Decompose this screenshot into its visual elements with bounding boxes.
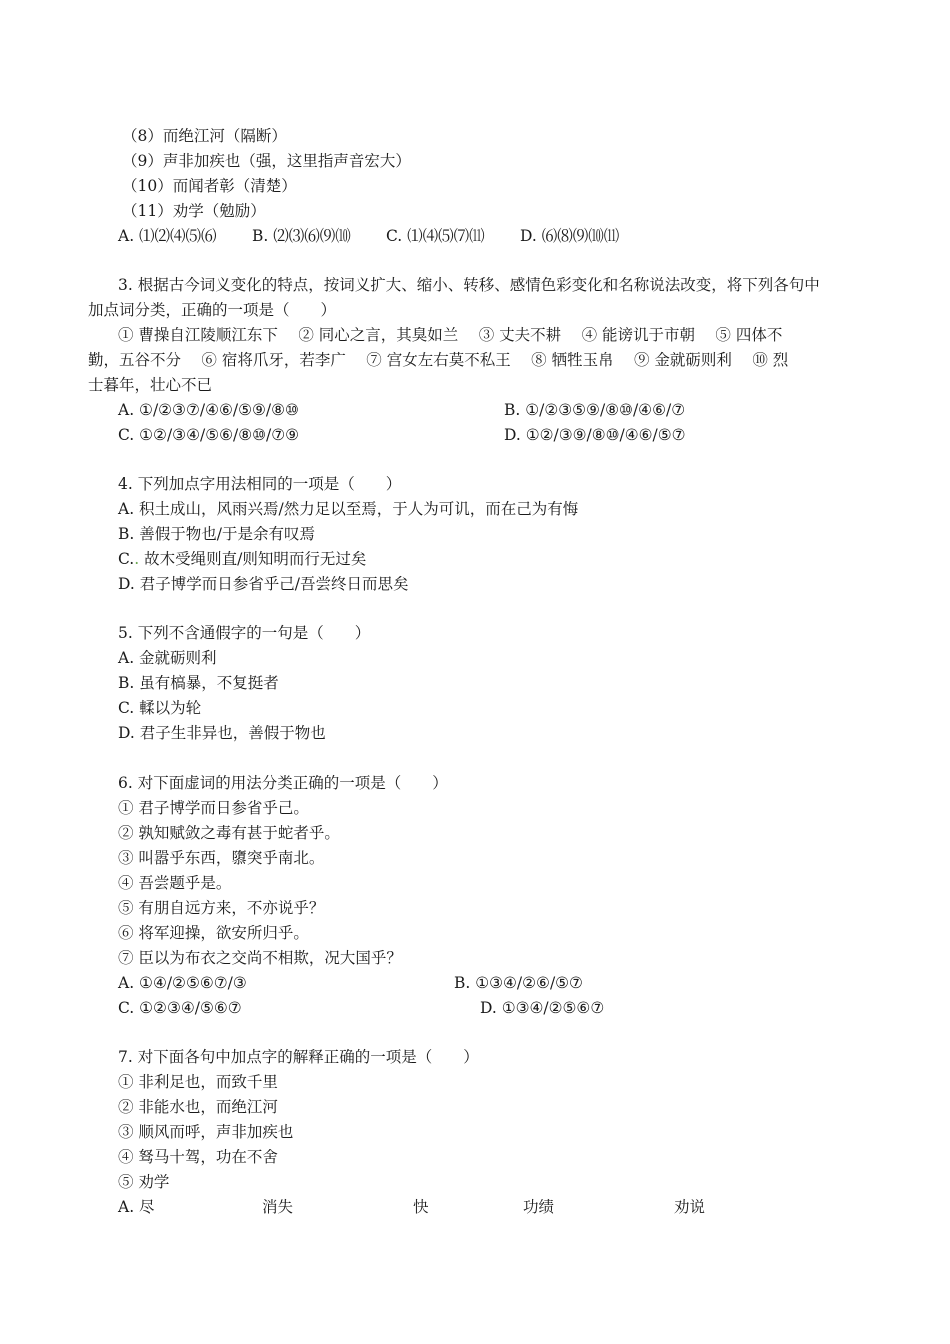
q3-items-line2: 勤，五谷不分 ⑥ 宿将爪牙，若李广 ⑦ 宫女左右莫不私王 ⑧ 牺牲玉帛 ⑨ 金就砺则利 ⑩ 烈 (88, 351, 789, 369)
q6-option-c: C. ①②③④/⑤⑥⑦ (118, 999, 242, 1017)
q4-option-c-text: 故木受绳则直/则知明而行无过矣 (139, 550, 367, 568)
q7-item-1: ① 非利足也，而致千里 (118, 1073, 278, 1091)
q7-option-a-item-2: 消失 (262, 1198, 294, 1216)
q4-option-c (118, 548, 366, 570)
q6-stem: 6. 对下面虚词的用法分类正确的一项是（ ） (118, 774, 448, 792)
q7-option-a-item-3: 快 (413, 1198, 429, 1216)
q4-option-d: D. 君子博学而日参省乎己/吾尝终日而思矣 (118, 575, 409, 593)
q6-item-5: ⑤ 有朋自远方来，不亦说乎？ (118, 899, 325, 917)
q7-stem: 7. 对下面各句中加点字的解释正确的一项是（ ） (118, 1048, 479, 1066)
q3-items-line3: 士暮年，壮心不已 (88, 376, 213, 394)
q5-stem: 5. 下列不含通假字的一句是（ ） (118, 624, 371, 642)
q6-option-b: B. ①③④/②⑥/⑤⑦ (454, 974, 583, 992)
q2-option-a: A. ⑴⑵⑷⑸⑹ (118, 227, 217, 245)
q6-item-6: ⑥ 将军迎操，欲安所归乎。 (118, 924, 309, 942)
q7-item-3: ③ 顺风而呼，声非加疾也 (118, 1123, 294, 1141)
q3-stem-cont: 加点词分类，正确的一项是（ ） (88, 301, 337, 319)
q7-option-a-label: A. 尽 (118, 1198, 155, 1216)
q3-option-c: C. ①②/③④/⑤⑥/⑧⑩/⑦⑨ (118, 426, 300, 444)
q5-option-c: C. 輮以为轮 (118, 699, 202, 717)
q2-item-8: （8）而绝江河（隔断） (122, 127, 287, 145)
q3-option-b: B. ①/②③⑤⑨/⑧⑩/④⑥/⑦ (504, 401, 686, 419)
q6-item-4: ④ 吾尝题乎是。 (118, 874, 232, 892)
q2-option-b: B. ⑵⑶⑹⑼⑽ (252, 227, 351, 245)
q7-option-a-item-4: 功绩 (523, 1198, 555, 1216)
q3-option-d: D. ①②/③⑨/⑧⑩/④⑥/⑤⑦ (504, 426, 686, 444)
q4-option-c-letter: C. (118, 550, 135, 568)
q4-option-b: B. 善假于物也/于是余有叹焉 (118, 525, 315, 543)
q7-item-4: ④ 驽马十驾，功在不舍 (118, 1148, 278, 1166)
q6-item-1: ① 君子博学而日参省乎己。 (118, 799, 309, 817)
q2-item-10: （10）而闻者彰（清楚） (122, 177, 297, 195)
q6-item-2: ② 孰知赋敛之毒有甚于蛇者乎。 (118, 824, 340, 842)
q6-option-a: A. ①④/②⑤⑥⑦/③ (118, 974, 247, 992)
q4-stem: 4. 下列加点字用法相同的一项是（ ） (118, 475, 402, 493)
q2-option-d: D. ⑹⑻⑼⑽⑾ (520, 227, 620, 245)
q5-option-a: A. 金就砺则利 (118, 649, 217, 667)
q4-option-a: A. 积土成山，风雨兴焉/然力足以至焉，于人为可讥，而在己为有悔 (118, 500, 579, 518)
q3-option-a: A. ①/②③⑦/④⑥/⑤⑨/⑧⑩ (118, 401, 299, 419)
q6-item-3: ③ 叫嚣乎东西，隳突乎南北。 (118, 849, 325, 867)
q5-option-d: D. 君子生非异也，善假于物也 (118, 724, 326, 742)
q5-option-b: B. 虽有槁暴，不复挺者 (118, 674, 279, 692)
q4-option-c-dot: . (134, 550, 140, 568)
q3-items-line1: ① 曹操自江陵顺江东下 ② 同心之言，其臭如兰 ③ 丈夫不耕 ④ 能谤讥于市朝 ⑤ 四体不 (118, 326, 783, 344)
q2-option-c: C. ⑴⑷⑸⑺⑾ (386, 227, 485, 245)
q6-item-7: ⑦ 臣以为布衣之交尚不相欺，况大国乎？ (118, 949, 402, 967)
q7-item-5: ⑤ 劝学 (118, 1173, 170, 1191)
q2-item-9: （9）声非加疾也（强，这里指声音宏大） (122, 152, 411, 170)
q7-item-2: ② 非能水也，而绝江河 (118, 1098, 278, 1116)
q3-stem: 3. 根据古今词义变化的特点，按词义扩大、缩小、转移、感情色彩变化和名称说法改变，将下列各句中 (118, 276, 820, 294)
q6-option-d: D. ①③④/②⑤⑥⑦ (480, 999, 605, 1017)
q7-option-a-item-5: 劝说 (674, 1198, 706, 1216)
q2-item-11: （11）劝学（勉励） (122, 202, 266, 220)
